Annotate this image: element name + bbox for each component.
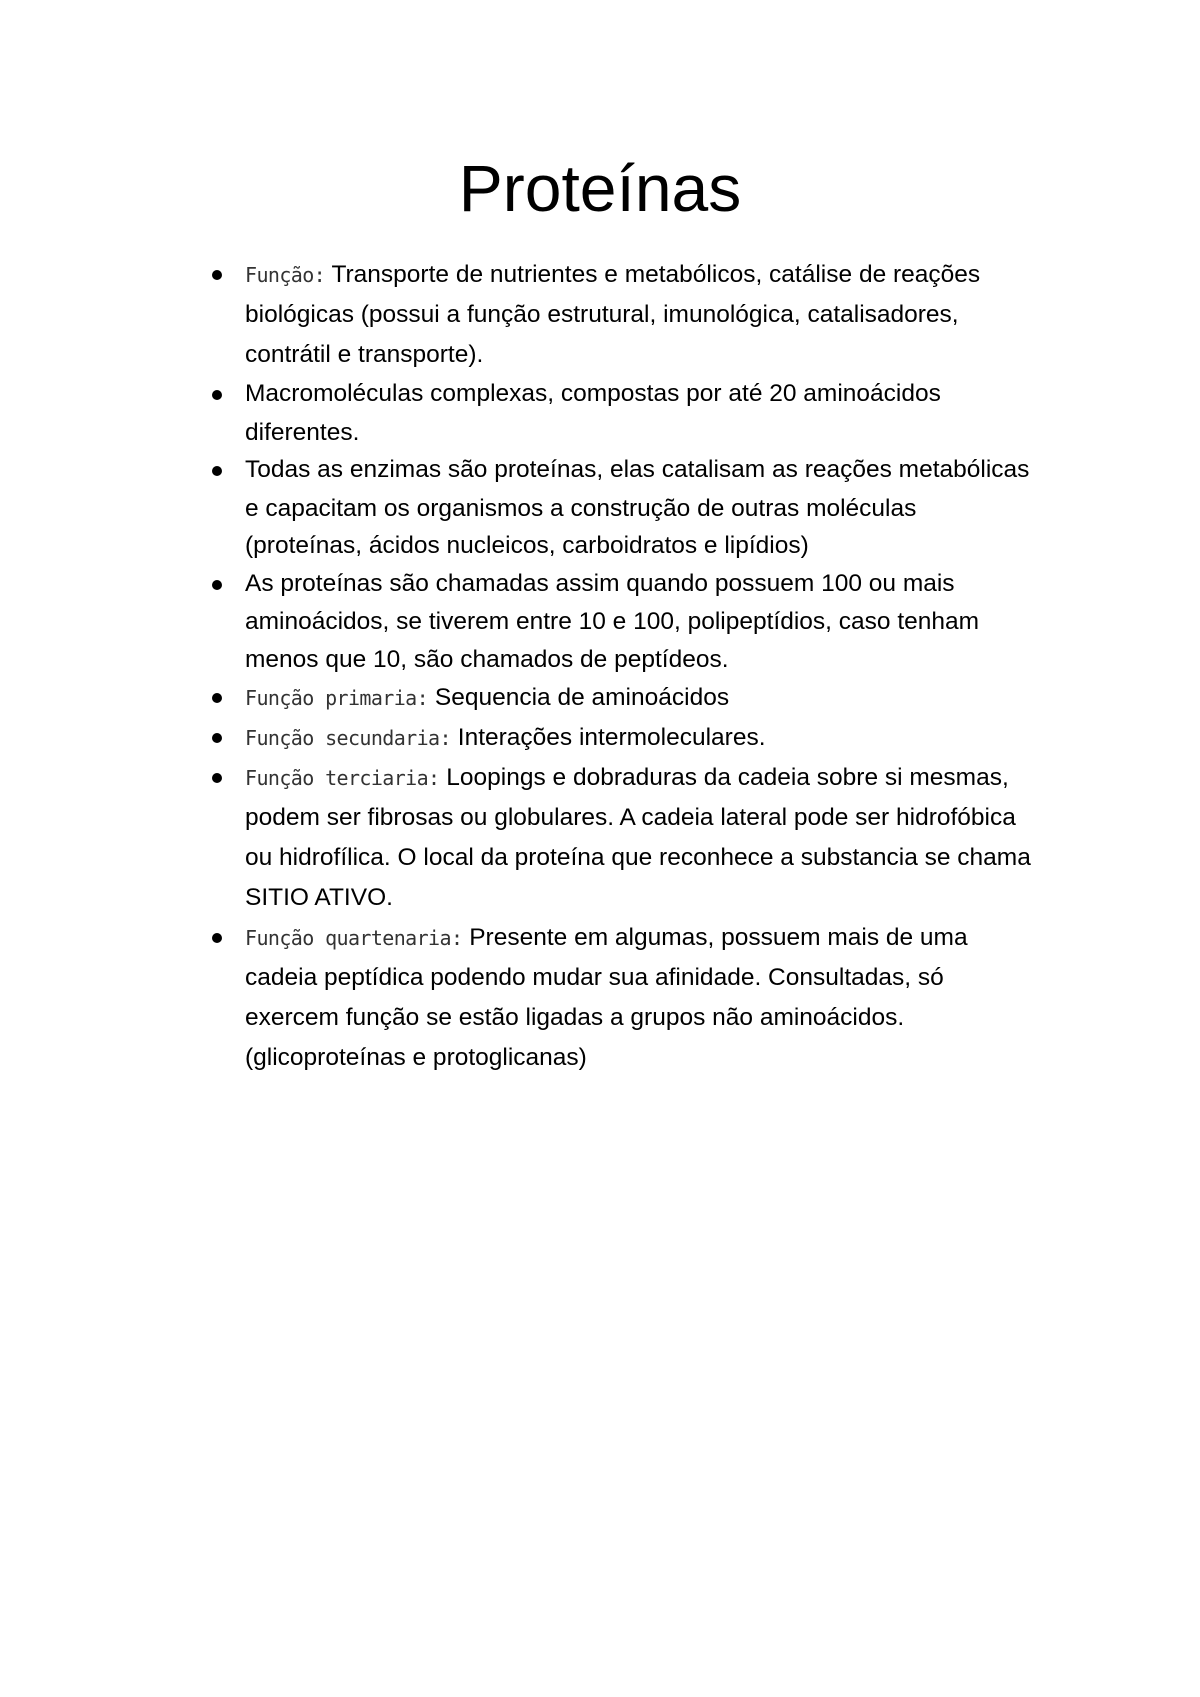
item-text: Interações intermoleculares. bbox=[450, 724, 766, 751]
list-item bbox=[210, 255, 1040, 375]
item-text: Transporte de nutrientes e metabólicos, catálise de reações biológicas (possui a função estrutural, imunológica, catalisadores, contrátil e transporte). bbox=[245, 261, 981, 368]
item-label: Função terciaria: bbox=[245, 766, 440, 790]
item-text: Loopings e dobraduras da cadeia sobre si mesmas, podem ser fibrosas ou globulares. A cadeia lateral pode ser hidrofóbica ou hidrofílica. O local da proteína que reconhece a substancia se chama SITIO ATIVO. bbox=[245, 764, 1031, 911]
item-label: Função primaria: bbox=[245, 686, 429, 710]
list-item bbox=[210, 565, 1040, 679]
bullet-icon bbox=[212, 270, 222, 280]
bullet-list bbox=[210, 255, 1040, 1078]
bullet-icon bbox=[212, 390, 222, 400]
bullet-icon bbox=[212, 733, 222, 743]
bullet-icon bbox=[212, 693, 222, 703]
bullet-icon bbox=[212, 933, 222, 943]
list-item bbox=[210, 718, 1040, 758]
list-item bbox=[210, 918, 1040, 1078]
item-text: Sequencia de aminoácidos bbox=[428, 684, 730, 711]
list-item bbox=[210, 758, 1040, 918]
list-item bbox=[210, 451, 1040, 565]
item-label: Função quartenaria: bbox=[245, 926, 463, 950]
bullet-icon bbox=[212, 773, 222, 783]
item-text: As proteínas são chamadas assim quando possuem 100 ou mais aminoácidos, se tiverem entre 10 e 100, polipeptídios, caso tenham menos que 10, são chamados de peptídeos. bbox=[245, 569, 980, 673]
list-item bbox=[210, 678, 1040, 718]
item-label: Função secundaria: bbox=[245, 726, 451, 750]
document-title: Proteínas bbox=[458, 151, 742, 225]
item-text: Presente em algumas, possuem mais de uma cadeia peptídica podendo mudar sua afinidade. Consultadas, só exercem função se estão ligadas a grupos não aminoácidos. (glicoproteínas e protoglicanas) bbox=[245, 924, 968, 1071]
item-text: Todas as enzimas são proteínas, elas catalisam as reações metabólicas e capacitam os organismos a construção de outras moléculas (proteínas, ácidos nucleicos, carboidratos e lipídios) bbox=[245, 456, 1030, 559]
item-text: Macromoléculas complexas, compostas por até 20 aminoácidos diferentes. bbox=[245, 380, 941, 446]
bullet-icon bbox=[212, 580, 222, 590]
bullet-icon bbox=[212, 466, 222, 476]
item-label: Função: bbox=[245, 263, 326, 287]
list-item bbox=[210, 375, 1040, 451]
